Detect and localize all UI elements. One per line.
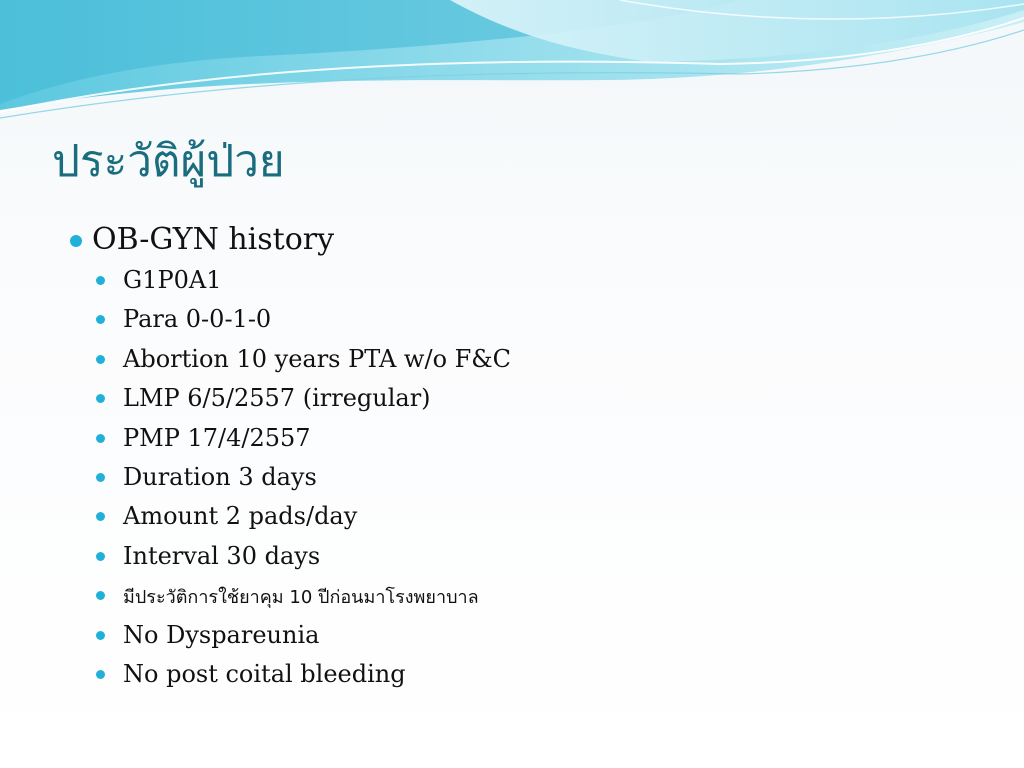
list-item: No Dyspareunia bbox=[70, 616, 970, 655]
bullet-dot-icon bbox=[96, 315, 105, 324]
list-item: No post coital bleeding bbox=[70, 655, 970, 694]
bullet-dot-icon bbox=[96, 670, 105, 679]
list-item: Interval 30 days bbox=[70, 537, 970, 576]
list-item: Abortion 10 years PTA w/o F&C bbox=[70, 340, 970, 379]
header-wave-decoration bbox=[0, 0, 1024, 130]
section-heading-text: OB-GYN history bbox=[92, 222, 335, 257]
list-item: PMP 17/4/2557 bbox=[70, 419, 970, 458]
list-item: Para 0-0-1-0 bbox=[70, 300, 970, 339]
section-heading bbox=[70, 219, 970, 261]
history-list bbox=[70, 261, 970, 694]
list-item: Amount 2 pads/day bbox=[70, 497, 970, 536]
list-item: LMP 6/5/2557 (irregular) bbox=[70, 379, 970, 418]
bullet-dot-icon bbox=[96, 473, 105, 482]
list-item: มีประวัติการใช้ยาคุม 10 ปีก่อนมาโรงพยาบาล bbox=[70, 576, 970, 615]
bullet-dot-icon bbox=[96, 394, 105, 403]
bullet-dot-icon bbox=[96, 631, 105, 640]
bullet-dot-icon bbox=[96, 552, 105, 561]
list-item: Duration 3 days bbox=[70, 458, 970, 497]
list-item: G1P0A1 bbox=[70, 261, 970, 300]
bullet-dot-icon bbox=[96, 276, 105, 285]
bullet-dot-icon bbox=[96, 434, 105, 443]
content-area bbox=[70, 219, 970, 694]
bullet-dot-icon bbox=[96, 355, 105, 364]
bullet-dot-icon bbox=[96, 512, 105, 521]
slide-title: ประวัติผู้ป่วย bbox=[52, 136, 285, 187]
bullet-dot-icon bbox=[70, 235, 82, 247]
bullet-dot-icon bbox=[96, 591, 105, 600]
